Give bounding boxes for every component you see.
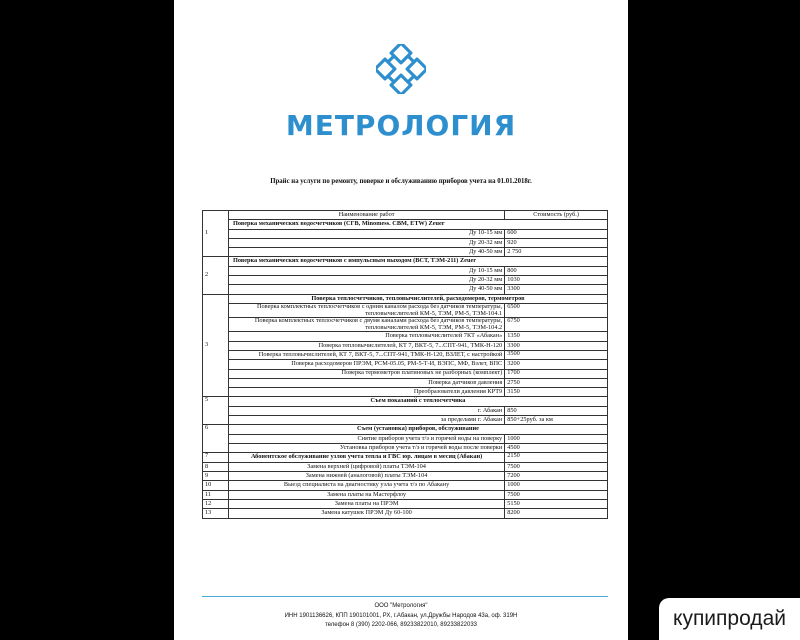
service-price: 1000 xyxy=(505,481,608,490)
service-name: Поверка тепловычислителей, КТ 7, ВКТ-5, 7...СПТ-941, ТМК-Н-120 xyxy=(228,341,504,350)
header-price: Стоимость (руб.) xyxy=(505,211,608,220)
table-row xyxy=(203,266,608,275)
table-row xyxy=(203,318,608,332)
service-price: 850 xyxy=(505,406,608,415)
row-number: 7 xyxy=(203,453,229,463)
service-price: 8200 xyxy=(505,509,608,518)
footer-divider xyxy=(202,596,608,597)
table-row xyxy=(203,369,608,378)
service-price: 2 750 xyxy=(505,248,608,257)
table-row xyxy=(203,416,608,425)
header-service: Наименование работ xyxy=(228,211,504,220)
service-name: за пределами г. Абакан xyxy=(228,416,504,425)
service-name: Установка приборов учета т/э и горячей воды после поверки xyxy=(228,443,504,452)
table-row xyxy=(203,462,608,471)
row-number: 10 xyxy=(203,481,229,490)
row-number: 11 xyxy=(203,490,229,499)
service-price: 7200 xyxy=(505,472,608,481)
table-row xyxy=(203,229,608,238)
section-title-row xyxy=(203,220,608,229)
table-row xyxy=(203,434,608,443)
service-price: 3300 xyxy=(505,285,608,294)
table-row xyxy=(203,481,608,490)
service-price: 2750 xyxy=(505,378,608,387)
table-row xyxy=(203,248,608,257)
service-name: Замена платы на ПРЭМ xyxy=(228,500,504,509)
service-name: Поверка датчиков давления xyxy=(228,378,504,387)
service-price: 7500 xyxy=(505,490,608,499)
service-price: 1700 xyxy=(505,369,608,378)
row-number: 13 xyxy=(203,509,229,518)
service-name: Ду 20-32 мм xyxy=(228,238,504,247)
service-name: Поверка термометров платиновых не разборных (комплект) xyxy=(228,369,504,378)
service-price: 1000 xyxy=(505,434,608,443)
row-number: 5 xyxy=(203,397,229,425)
service-name: Поверка комплектных теплосчетчиков с двумя каналами расхода без датчиков температуры, тепловычислителей КМ-5, ТЭМ, РМ-5, ТЭМ-104.2 xyxy=(228,318,504,332)
table-row xyxy=(203,443,608,452)
section-title: Съем показаний с теплосчетчика xyxy=(228,397,607,406)
service-price: 1030 xyxy=(505,276,608,285)
footer-address: ИНН 1901136626, КПП 190101001, РХ, г.Абакан, ул.Дружбы Народов 43а, оф. 319Н xyxy=(284,613,518,619)
service-price: 7500 xyxy=(505,462,608,471)
service-name: Замена катушек ПРЭМ Ду 60-100 xyxy=(228,509,504,518)
section-title-row xyxy=(203,257,608,266)
service-name: Ду 40-50 мм xyxy=(228,248,504,257)
service-price: 3500 xyxy=(505,351,608,360)
table-row xyxy=(203,406,608,415)
row-number: 9 xyxy=(203,472,229,481)
section-title: Съем (установка) приборов, обслуживание xyxy=(228,425,607,434)
service-name: Замена нижней (аналоговой) платы ТЭМ-104 xyxy=(228,472,504,481)
service-name: Выезд специалиста на диагностику узла учета т/э по Абакану xyxy=(228,481,504,490)
table-row xyxy=(203,490,608,499)
service-name: Замена верхней (цифровой) платы ТЭМ-104 xyxy=(228,462,504,471)
section-title-row xyxy=(203,397,608,406)
table-row xyxy=(203,388,608,397)
table-row xyxy=(203,332,608,341)
service-name: Ду 10-15 мм xyxy=(228,266,504,275)
service-name: Ду 10-15 мм xyxy=(228,229,504,238)
footer-org: ООО "Метрология" xyxy=(374,603,428,609)
table-row xyxy=(203,509,608,518)
footer-phone: телефон 8 (390) 2202-066, 89233822010, 89233822033 xyxy=(324,622,478,628)
service-price: 1350 xyxy=(505,332,608,341)
price-list-title: Прайс на услуги по ремонту, поверке и обслуживанию приборов учета на 01.01.2018г. xyxy=(270,178,532,185)
table-row xyxy=(203,238,608,247)
service-price: 2150 xyxy=(505,453,608,463)
logo-text: МЕТРОЛОГИЯ xyxy=(285,109,517,142)
section-title: Поверка теплосчетчиков, тепловычислителей, расходомеров, термометров xyxy=(228,294,607,303)
table-row xyxy=(203,303,608,317)
service-name: Поверка тепловычислителей, КТ 7, ВКТ-5, 7...СПТ-941, ТМК-Н-120, ВЗЛЕТ, с настройкой xyxy=(228,351,504,360)
table-row xyxy=(203,341,608,350)
table-row xyxy=(203,276,608,285)
row-number: 3 xyxy=(203,294,229,397)
service-price: 850+25руб. за км xyxy=(505,416,608,425)
service-name: Ду 20-32 мм xyxy=(228,276,504,285)
service-name: Поверка расходомеров ПРЭМ, РСМ-05.05, РМ-5-Т-И, ВЭПС, МФ, Взлет, ВПС xyxy=(228,360,504,369)
row-number: 1 xyxy=(203,211,229,257)
table-row xyxy=(203,285,608,294)
section-title-row xyxy=(203,453,608,463)
section-title-row xyxy=(203,425,608,434)
table-row xyxy=(203,378,608,387)
service-name: Поверка тепловычислителей 7КТ «Абакан» xyxy=(228,332,504,341)
table-header-row xyxy=(203,211,608,220)
section-title: Поверка механических водосчетчиков с импульсным выходом (ВСТ, ТЭМ-211) Zeuer xyxy=(228,257,607,266)
service-price: 920 xyxy=(505,238,608,247)
service-price: 6500 xyxy=(505,303,608,317)
section-title: Поверка механических водосчетчиков (СГВ, Minomess. СВМ, ETW) Zeuer xyxy=(228,220,607,229)
service-price: 6750 xyxy=(505,318,608,332)
row-number: 6 xyxy=(203,425,229,453)
service-price: 800 xyxy=(505,266,608,275)
service-name: г. Абакан xyxy=(228,406,504,415)
metrology-logo-icon xyxy=(376,44,426,94)
row-number: 8 xyxy=(203,462,229,471)
section-title: Абонентское обслуживание узлов учета тепла и ГВС юр. лицам в месяц (Абакан) xyxy=(228,453,504,463)
service-name: Преобразователи давления КРТ9 xyxy=(228,388,504,397)
row-number: 2 xyxy=(203,257,229,294)
service-name: Замена платы на Мастерфлоу xyxy=(228,490,504,499)
price-table xyxy=(202,210,608,519)
table-row xyxy=(203,360,608,369)
watermark-badge: купипродай xyxy=(659,598,800,640)
table-row xyxy=(203,472,608,481)
service-price: 3150 xyxy=(505,388,608,397)
service-price: 4500 xyxy=(505,443,608,452)
service-price: 5150 xyxy=(505,500,608,509)
row-number: 12 xyxy=(203,500,229,509)
service-name: Ду 40-50 мм xyxy=(228,285,504,294)
table-row xyxy=(203,351,608,360)
service-name: Поверка комплектных теплосчетчиков с одним каналом расхода без датчиков температуры, тепловычислителей КМ-5, ТЭМ, РМ-5, ТЭМ-104.1 xyxy=(228,303,504,317)
service-name: Снятие приборов учета т/э и горячей воды на поверку xyxy=(228,434,504,443)
document-page xyxy=(174,0,628,640)
service-price: 600 xyxy=(505,229,608,238)
table-row xyxy=(203,500,608,509)
service-price: 3200 xyxy=(505,360,608,369)
service-price: 3300 xyxy=(505,341,608,350)
